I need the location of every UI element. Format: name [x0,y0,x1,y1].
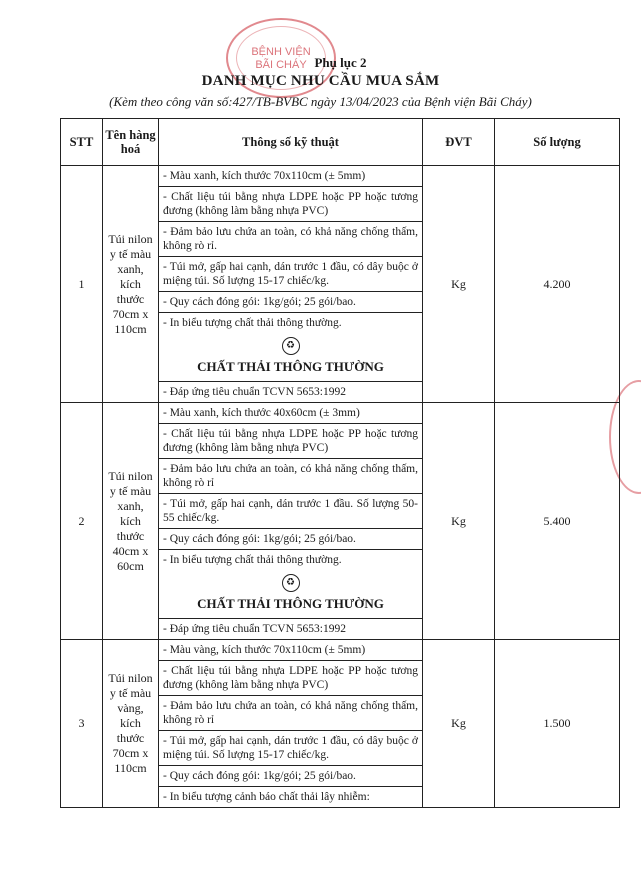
spec-line: - Màu xanh, kích thước 40x60cm (± 3mm) [159,403,422,424]
header-spec: Thông số kỹ thuật [159,119,423,166]
header-unit: ĐVT [423,119,495,166]
row-stt: 3 [61,640,103,808]
recycle-icon: ♻ [282,337,300,355]
table-row [61,166,620,403]
spec-line: - In biểu tượng cảnh báo chất thải lây nhiễm: [163,791,370,803]
header-name: Tên hàng hoá [103,119,159,166]
appendix-label: Phụ lục 2 [314,55,367,70]
spec-line: - Đáp ứng tiêu chuẩn TCVN 5653:1992 [163,623,346,635]
document-subtitle: (Kèm theo công văn số:427/TB-BVBC ngày 13/04/2023 của Bệnh viện Bãi Cháy) [109,94,532,109]
spec-line: - Túi mở, gấp hai cạnh, dán trước 1 đầu, có dây buộc ở miệng túi. Số lượng 15-17 chiếc/kg. [159,257,422,292]
document-title: DANH MỤC NHU CẦU MUA SẮM [201,73,440,89]
spec-line: - Chất liệu túi bằng nhựa LDPE hoặc PP hoặc tương đương (không làm bằng nhựa PVC) [159,424,422,459]
table-row [61,403,620,640]
row-qty: 5.400 [495,403,620,640]
waste-symbol-block [159,570,422,619]
spec-line: - In biểu tượng chất thải thông thường. [163,317,342,329]
spec-line: - Quy cách đóng gói: 1kg/gói; 25 gói/bao. [159,766,422,787]
row-name: Túi nilon y tế màu vàng, kích thước 70cm x 110cm [103,640,159,808]
spec-line: - Túi mở, gấp hai cạnh, dán trước 1 đầu. Số lượng 50-55 chiếc/kg. [159,494,422,529]
spec-line: - Màu xanh, kích thước 70x110cm (± 5mm) [159,166,422,187]
waste-symbol-block [159,333,422,382]
spec-line: - Túi mở, gấp hai cạnh, dán trước 1 đầu, có dây buộc ở miệng túi. Số lượng 15-17 chiếc/kg. [159,731,422,766]
header-qty: Số lượng [495,119,620,166]
row-name: Túi nilon y tế màu xanh, kích thước 40cm x 60cm [103,403,159,640]
waste-label: CHẤT THẢI THÔNG THƯỜNG [197,596,384,611]
row-stt: 2 [61,403,103,640]
row-stt: 1 [61,166,103,403]
spec-line: - In biểu tượng chất thải thông thường. [163,554,342,566]
row-spec [159,640,423,808]
row-unit: Kg [423,640,495,808]
spec-line: - Chất liệu túi bằng nhựa LDPE hoặc PP hoặc tương đương (không làm bằng nhựa PVC) [159,187,422,222]
table-header-row [61,119,620,166]
spec-line: - Màu vàng, kích thước 70x110cm (± 5mm) [159,640,422,661]
recycle-icon: ♻ [282,574,300,592]
hospital-stamp: BỆNH VIỆN BÃI CHÁY [226,18,336,98]
waste-label: CHẤT THẢI THÔNG THƯỜNG [197,359,384,374]
procurement-table [60,118,620,808]
spec-line: - Đảm bảo lưu chứa an toàn, có khả năng chống thấm, không rò rỉ [159,459,422,494]
row-qty: 4.200 [495,166,620,403]
row-spec [159,166,423,403]
spec-line: - Đáp ứng tiêu chuẩn TCVN 5653:1992 [163,386,346,398]
spec-line: - Quy cách đóng gói: 1kg/gói; 25 gói/bao. [159,292,422,313]
spec-line: - Chất liệu túi bằng nhựa LDPE hoặc PP hoặc tương đương (không làm bằng nhựa PVC) [159,661,422,696]
row-unit: Kg [423,403,495,640]
spec-line: - Quy cách đóng gói: 1kg/gói; 25 gói/bao. [159,529,422,550]
row-unit: Kg [423,166,495,403]
table-row [61,640,620,808]
row-spec [159,403,423,640]
row-qty: 1.500 [495,640,620,808]
spec-line: - Đảm bảo lưu chứa an toàn, có khả năng chống thấm, không rò rỉ. [159,222,422,257]
spec-line: - Đảm bảo lưu chứa an toàn, có khả năng chống thấm, không rò rỉ [159,696,422,731]
header-stt: STT [61,119,103,166]
row-name: Túi nilon y tế màu xanh, kích thước 70cm x 110cm [103,166,159,403]
